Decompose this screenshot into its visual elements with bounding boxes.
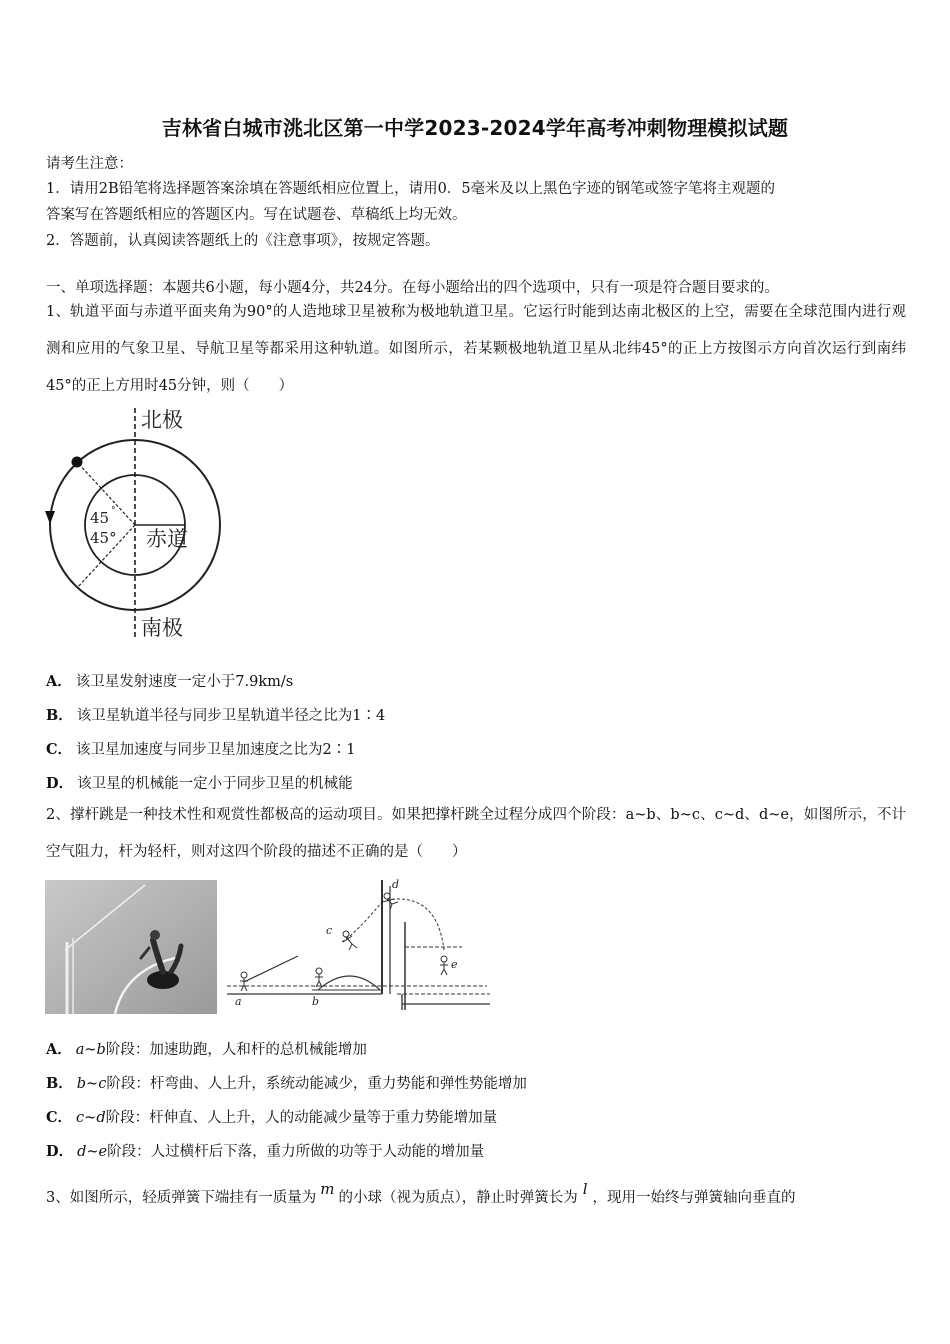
stage-label-c: c: [326, 924, 333, 937]
q1-option-a[interactable]: A． 该卫星发射速度一定小于7.9km/s: [46, 673, 294, 690]
orbit-direction-arrow-icon: [45, 511, 55, 524]
angle-north-label: 45: [90, 509, 110, 527]
north-pole-label: 北极: [141, 408, 183, 432]
pole-vault-stages-diagram: [222, 872, 492, 1014]
angle-south-label: 45°: [90, 529, 117, 547]
south-pole-label: 南极: [141, 616, 183, 640]
satellite-dot: [72, 457, 83, 468]
question-1-stem: 1、轨道平面与赤道平面夹角为90°的人造地球卫星被称为极地轨道卫星。它运行时能到达南北极区的上空，需要在全球范围内进行观测和应用的气象卫星、导航卫星等都采用这种轨道。如图所示，若某颗极地轨道卫星从北纬45°的正上方按图示方向首次运行到南纬45°的正上方用时45分钟，则（ ）: [46, 304, 906, 394]
q2-option-b[interactable]: B． b~c阶段：杆弯曲、人上升，系统动能减少，重力势能和弹性势能增加: [46, 1075, 527, 1092]
q2-option-a[interactable]: A． a~b阶段：加速助跑，人和杆的总机械能增加: [46, 1041, 367, 1058]
stage-label-e: e: [451, 958, 458, 971]
stage-label-d: d: [392, 878, 400, 891]
q1-option-d[interactable]: D． 该卫星的机械能一定小于同步卫星的机械能: [46, 775, 353, 792]
question-2-stem: 2、撑杆跳是一种技术性和观赏性都极高的运动项目。如果把撑杆跳全过程分成四个阶段：a~b、b~c、c~d、d~e，如图所示，不计空气阻力，杆为轻杆，则对这四个阶段的描述不正确的是（ ）: [46, 807, 906, 860]
polar-orbit-figure: [40, 404, 230, 644]
q2-option-c[interactable]: C． c~d阶段：杆伸直、人上升，人的动能减少量等于重力势能增加量: [46, 1109, 498, 1126]
q2-option-d[interactable]: D． d~e阶段：人过横杆后下落，重力所做的功等于人动能的增加量: [46, 1143, 485, 1160]
notice-item-1-line-1: 1．请用2B铅笔将选择题答案涂填在答题纸相应位置上，请用0．5毫米及以上黑色字迹的钢笔或签字笔将主观题的: [46, 181, 776, 197]
page-title: 吉林省白城市洮北区第一中学2023-2024学年高考冲刺物理模拟试题: [161, 116, 789, 140]
question-3-stem: 3、如图所示，轻质弹簧下端挂有一质量为 m 的小球（视为质点），静止时弹簧长为 l ，现用一始终与弹簧轴向垂直的: [46, 1180, 796, 1206]
q1-option-c[interactable]: C． 该卫星加速度与同步卫星加速度之比为2∶1: [46, 741, 356, 758]
notice-item-2: 2．答题前，认真阅读答题纸上的《注意事项》，按规定答题。: [46, 233, 440, 249]
notice-item-1-line-2: 答案写在答题纸相应的答题区内。写在试题卷、草稿纸上均无效。: [46, 207, 467, 223]
equator-label: 赤道: [146, 527, 188, 551]
q1-option-b[interactable]: B． 该卫星轨道半径与同步卫星轨道半径之比为1∶4: [46, 707, 386, 724]
notice-heading: 请考生注意：: [46, 156, 133, 172]
section-heading: 一、单项选择题：本题共6小题，每小题4分，共24分。在每小题给出的四个选项中，只有一项是符合题目要求的。: [46, 280, 779, 296]
stage-label-a: a: [235, 995, 242, 1008]
pole-vault-photo: [45, 880, 217, 1014]
stage-label-b: b: [312, 995, 320, 1008]
angle-north-degree: °: [111, 506, 116, 516]
